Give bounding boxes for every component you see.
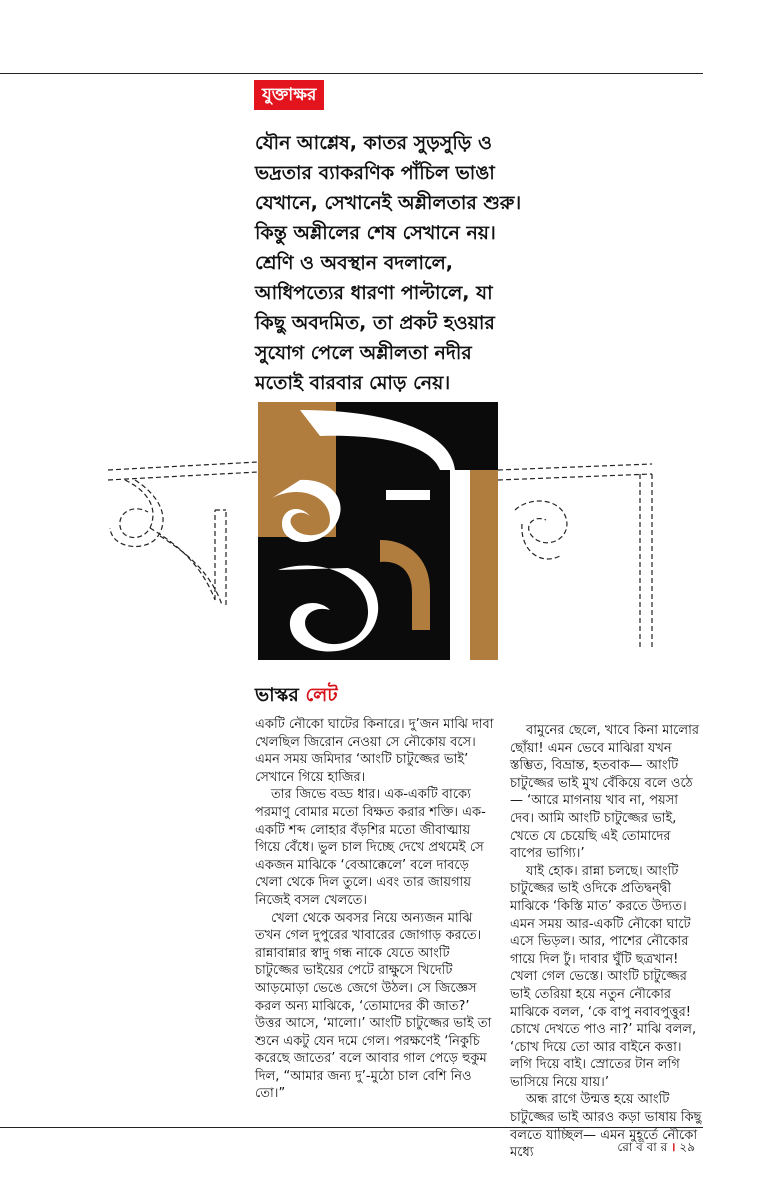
intro-pullquote: [255, 128, 705, 398]
bottom-rule: [0, 1127, 703, 1128]
intro-line: কিছু অবদমিত, তা প্রকট হওয়ার: [255, 312, 495, 334]
intro-line: যৌন আশ্লেষ, কাতর সুড়সুড়ি ও: [255, 132, 492, 154]
top-rule: [0, 73, 703, 74]
intro-line: শ্রেণি ও অবস্থান বদলালে,: [255, 252, 453, 274]
section-tag: যুক্তাক্ষর: [254, 80, 324, 110]
page-number: ২৯: [679, 1140, 695, 1154]
author-first-name: ভাস্কর: [255, 684, 299, 706]
dashed-letter-right: [498, 464, 652, 648]
art-white-bar: [386, 490, 430, 500]
dashed-letter-left: [108, 462, 258, 605]
intro-line: আধিপত্যের ধারণা পাল্টালে, যা: [255, 282, 493, 304]
page-folio: [617, 1138, 695, 1159]
folio-separator: ।: [671, 1140, 676, 1154]
author-byline: [255, 681, 338, 713]
paragraph: বামুনের ছেলে, খাবে কিনা মালোর ছোঁয়া! এমন ভেবে মাঝিরা যখন স্তম্ভিত, বিভ্রান্ত, হতবাক— আংটি চাটুজ্জের ভাই মুখ বেঁকিয়ে বলে ওঠে— ‘আরে মাগনায় খাব না, পয়সা দেব। আমি আংটি চাটুজ্জের ভাই, খেতে যে চেয়েছি এই তোমাদের বাপের ভাগ্যি।’: [510, 723, 700, 862]
body-column-right: [510, 722, 705, 1162]
ligature-artwork: [0, 400, 770, 662]
intro-line: যেখানে, সেখানেই অশ্লীলতার শুরু।: [255, 192, 522, 214]
author-last-name: লেট: [305, 684, 338, 706]
publication-name: রো ব বা র: [617, 1140, 668, 1154]
art-strip-brown: [470, 470, 498, 660]
paragraph: একটি নৌকো ঘাটের কিনারে। দু’জন মাঝি দাবা খেলছিল জিরোন নেওয়া সে নৌকোয় বসে। এমন সময় জমিদার ‘আংটি চাটুজ্জের ভাই’ সেখানে গিয়ে হাজির।: [255, 717, 494, 785]
intro-line: সুযোগ পেলে অশ্লীলতা নদীর: [255, 342, 472, 364]
paragraph: যাই হোক। রান্না চলছে। আংটি চাটুজ্জের ভাই ওদিকে প্রতিদ্বন্দ্বী মাঝিকে ‘কিস্তি মাত’ করতে উদ্যত। এমন সময় আর-একটি নৌকো ঘাটে এসে ভিড়ল। আর, পাশের নৌকোর গায়ে দিল ঢুঁ। দাবার ঘুঁটি ছত্রখান! খেলা গেল ভেস্তে। আংটি চাটুজ্জের ভাই তেরিয়া হয়ে নতুন নৌকোর মাঝিকে বলল, ‘কে বাপু নবাবপুত্তুর! চোখে দেখতে পাও না?’ মাঝি বলল, ‘চোখ দিয়ে তো আর বাইনে কত্তা। লগি দিয়ে বাই। স্রোতের টান লগি ভাসিয়ে নিয়ে যায়।’: [510, 863, 697, 1090]
intro-line: কিন্তু অশ্লীলের শেষ সেখানে নয়।: [255, 222, 496, 244]
paragraph: তার জিভে বড্ড ধার। এক-একটি বাক্যে পরমাণু বোমার মতো বিক্ষত করার শক্তি। এক-একটি শব্দ লোহার বঁড়শির মতো জীবাত্মায় গিয়ে বেঁধে। ভুল চাল দিচ্ছে দেখে প্রথমেই সে একজন মাঝিকে ‘বেআক্কেলে’ বলে দাবড়ে খেলা থেকে দিল তুলে। এবং তার জায়গায় নিজেই বসল খেলতে।: [255, 787, 486, 908]
intro-line: ভদ্রতার ব্যাকরণিক পাঁচিল ভাঙা: [255, 162, 495, 184]
intro-line: মতোই বারবার মোড় নেয়।: [255, 372, 451, 394]
paragraph: অন্ধ রাগে উন্মত্ত হয়ে আংটি চাটুজ্জের ভাই আরও কড়া ভাষায় কিছু বলতে যাচ্ছিল— এমন মুহূর্তে নৌকো মধ্যে: [510, 1092, 702, 1161]
paragraph: খেলা থেকে অবসর নিয়ে অন্যজন মাঝি তখন গেল দুপুরের খাবারের জোগাড় করতে। রান্নাবান্নার স্বাদু গন্ধ নাকে যেতে আংটি চাটুজ্জের ভাইয়ের পেটে রাক্ষুসে খিদেটি আড়মোড়া ভেঙে জেগে উঠল। সে জিজ্ঞেস করল অন্য মাঝিকে, ‘তোমাদের কী জাত?’ উত্তর আসে, ‘মালো।’ আংটি চাটুজ্জের ভাই তা শুনে একটু যেন দমে গেল। পরক্ষণেই ‘নিকুচি করেছে জাতের’ বলে আবার গাল পেড়ে হুকুম দিল, “আমার জন্য দু’-মুঠো চাল বেশি নিও তো।”: [255, 910, 492, 1102]
body-column-left: [255, 716, 495, 1103]
art-strip-white: [450, 470, 470, 660]
